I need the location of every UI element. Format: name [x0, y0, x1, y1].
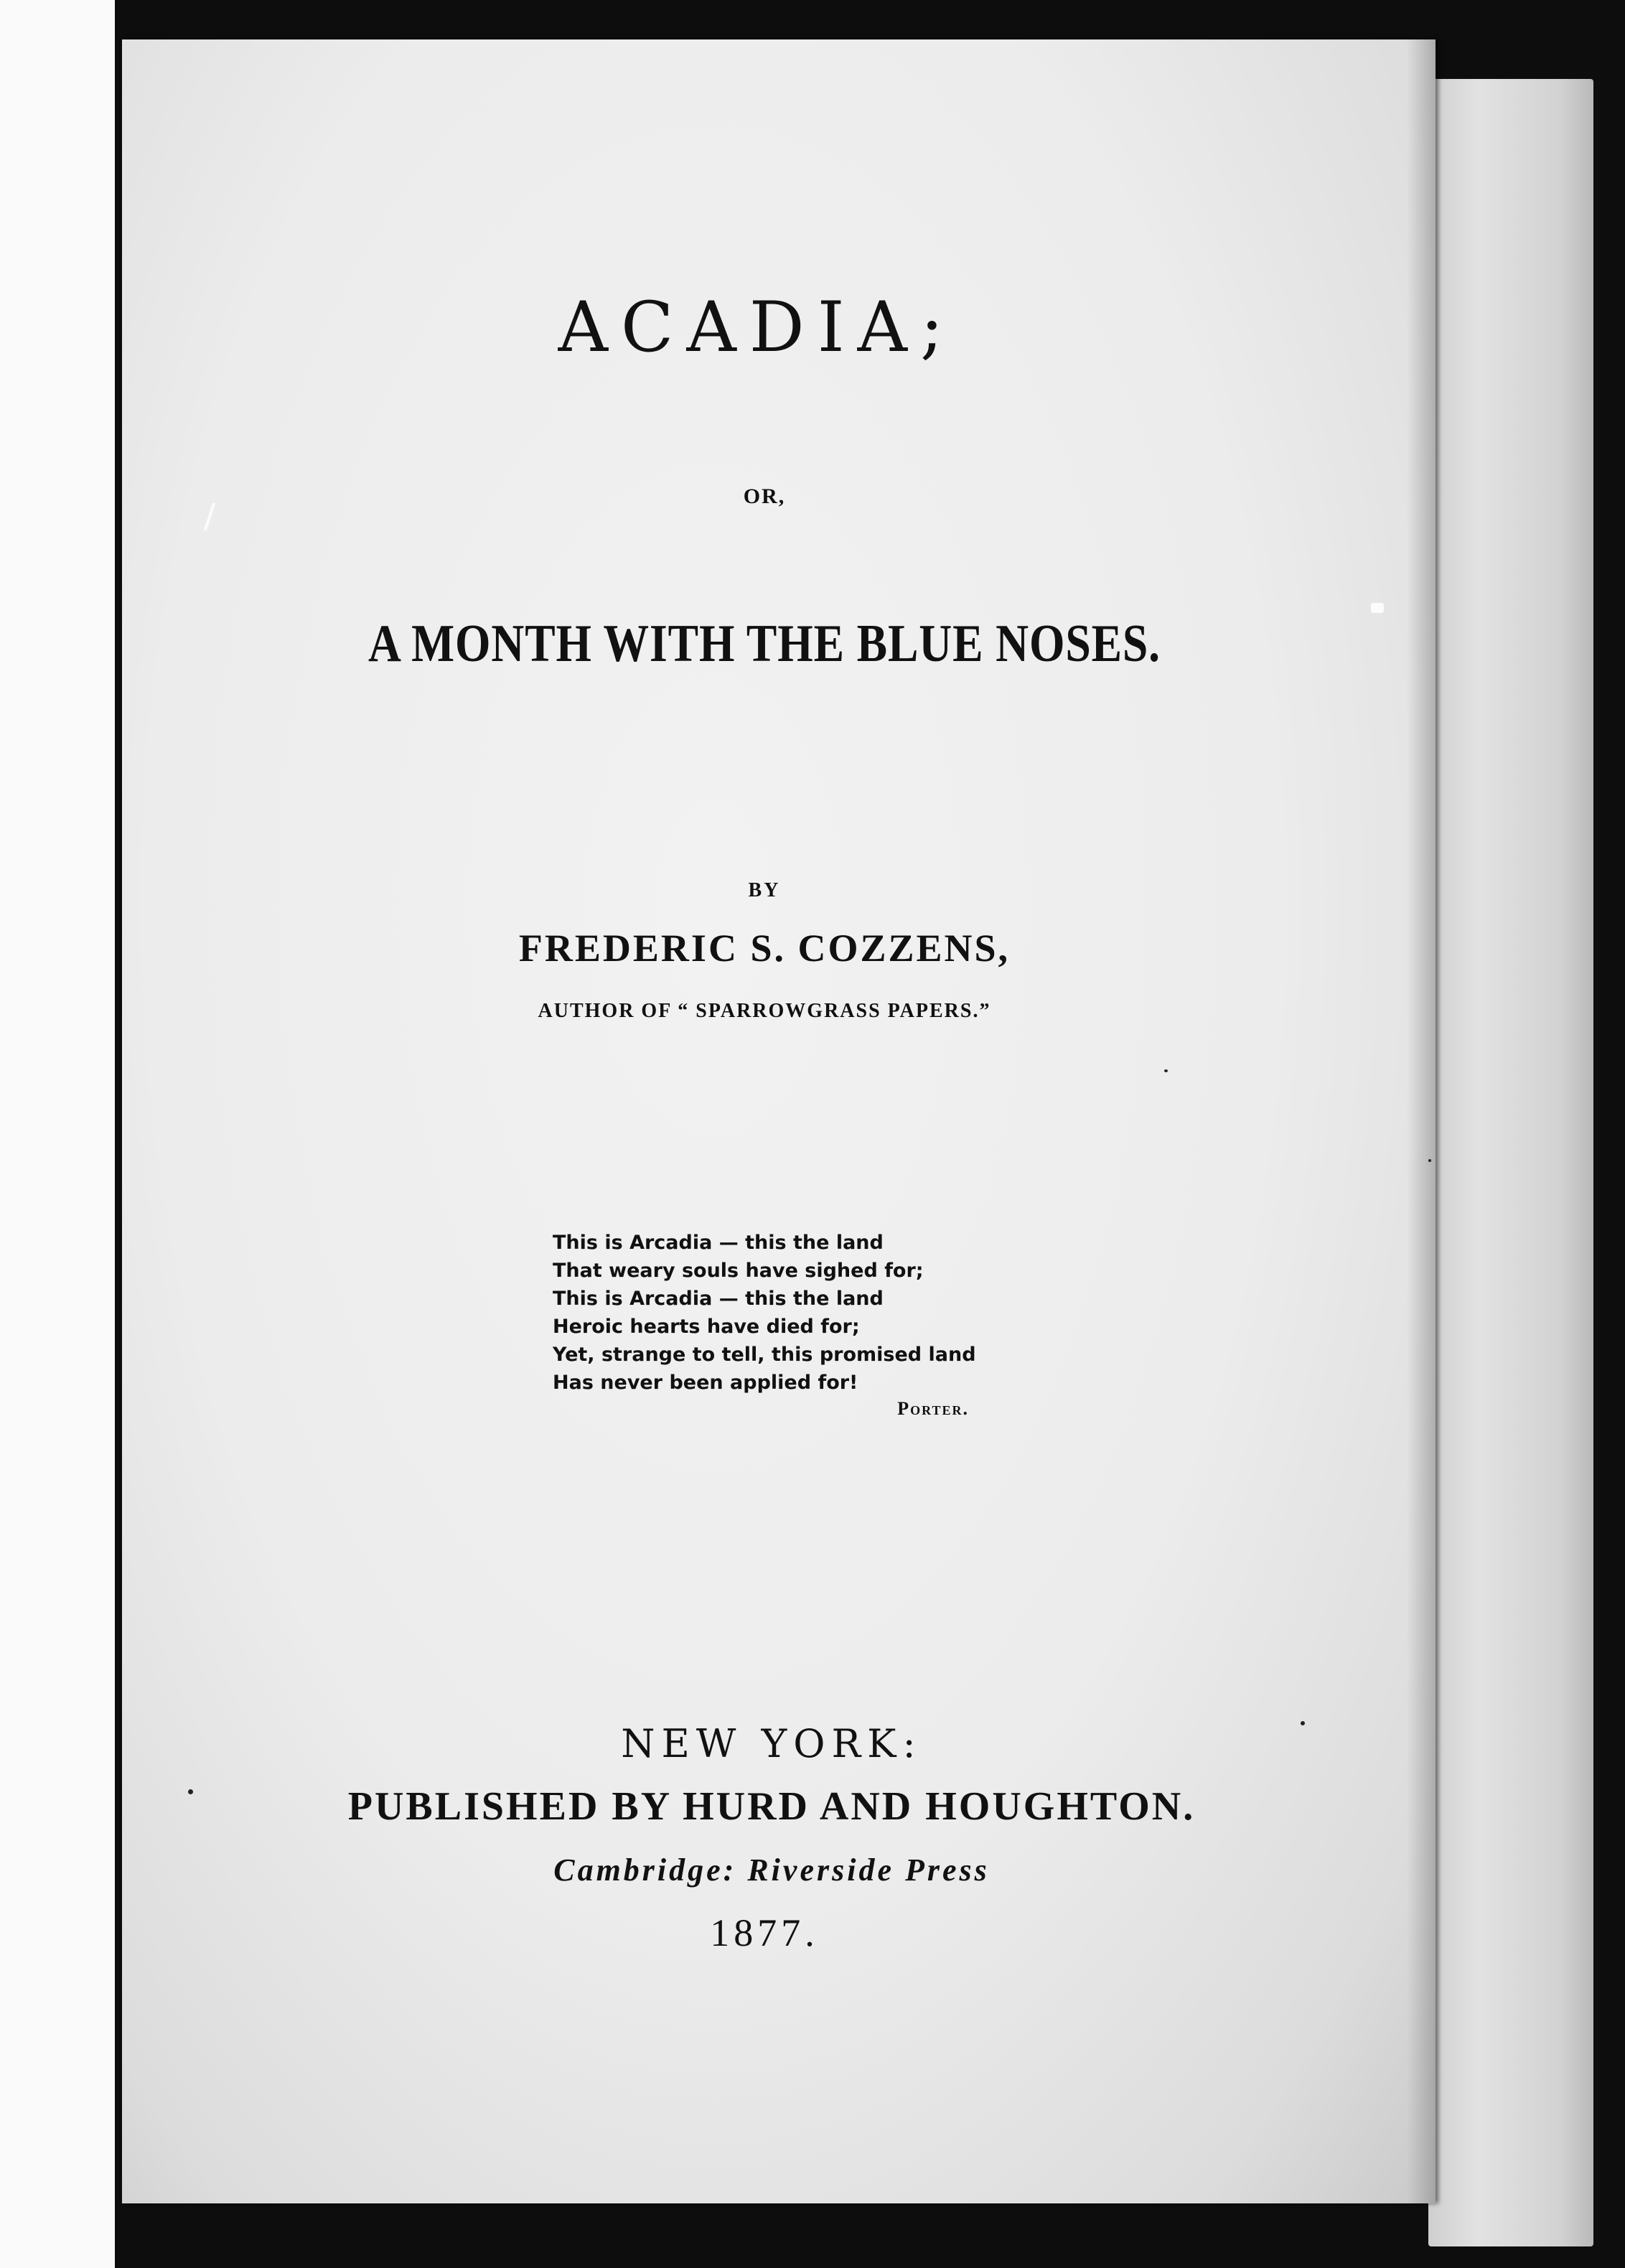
epigraph-line: Has never been applied for! [553, 1372, 858, 1394]
title-connector: OR, [743, 484, 786, 508]
press-name: Cambridge: Riverside Press [553, 1852, 990, 1888]
ink-speck [1428, 1159, 1431, 1162]
epigraph-line: Heroic hearts have died for; [553, 1316, 860, 1338]
epigraph-attribution: Porter. [897, 1398, 969, 1419]
epigraph-line: Yet, strange to tell, this promised land [553, 1344, 976, 1366]
epigraph-line: This is Arcadia — this the land [553, 1288, 884, 1310]
epigraph-line: That weary souls have sighed for; [553, 1260, 924, 1282]
scan-margin [0, 0, 115, 2268]
epigraph [553, 1229, 998, 1420]
author-name: FREDERIC S. COZZENS, [518, 927, 1011, 970]
author-credit: AUTHOR OF “ SPARROWGRASS PAPERS.” [538, 1000, 991, 1022]
publication-place: NEW YORK: [621, 1721, 922, 1766]
publisher: PUBLISHED BY HURD AND HOUGHTON. [347, 1784, 1196, 1829]
back-page-edge [1428, 79, 1593, 2246]
ink-speck [1164, 1069, 1168, 1072]
scratch-mark [1371, 603, 1384, 613]
book-title: ACADIA; [558, 287, 957, 367]
epigraph-line: This is Arcadia — this the land [553, 1232, 884, 1254]
book-subtitle: A MONTH WITH THE BLUE NOSES. [368, 614, 1161, 673]
by-line: BY [748, 879, 781, 901]
publication-year: 1877. [710, 1911, 819, 1954]
